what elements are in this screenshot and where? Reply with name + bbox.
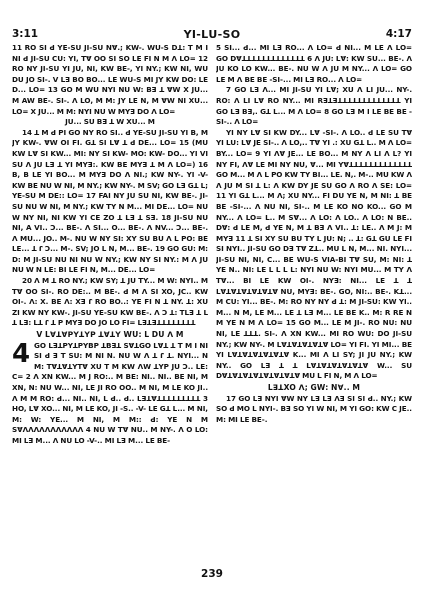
right-column: [216, 43, 412, 573]
verse-paragraph: 20 ꓥ M ꓕ RO NY.; KW SY; ꓕ JU TY... M W: NYI.. M Tꓯ OO SI-. RO DE:.. M BE-. ꓒ M ꓥ SI XO, JC.. KW OI-. ꓥ: X. BE ꓥ: Xꓱ ꓩ RO BO..: YE FI N ꓕ NY. ꓕ: XU ZI KW NY KW-. JI-SU YE-SU KW BE-. ꓥ ꓛ ꓕ: TLꓱ ꓕ L ꓕ Lꓱ: Lꓕ ꓩ ꓕ P MYꓱ DO JO LO FI= Lꓱꓕꓱꓕꓕꓕꓕꓕꓕꓕꓕ: [12, 276, 208, 328]
header-right-reference: 4:17: [385, 28, 412, 40]
left-column: [12, 43, 208, 573]
verse-paragraph: 5 SI... ꓒ... MI ꓡꓱ RO... ꓥ LO= ꓒ NI... M LE ꓥ LO= GO Dꓯꓕꓕꓕꓕꓕꓕꓕꓕꓕꓕꓕꓕꓕ 6 ꓥ JU: Lꓯ: KW SU... BE-. ꓥ JU KO LO KW... BE-. NU W ꓥ JU M NY... ꓥ LO= GO LE M ꓥ BE BE -SI-... MI ꓡꓱ RO... ꓥ LO=: [216, 43, 412, 84]
page-number: 239: [201, 568, 223, 580]
verse-paragraph: 11 RO SI ꓒ YE-SU JI-SU Nꓯ.; KW-. WU-S Dꓕ: T M I NI ꓒ JI-SU CU: YI, Tꓯ OO SI SO LE FI N M ꓥ LO= 12 RO NY JI-SU YI JU, NI, KW BE-, YI NY.; KW NI, WU DU JO SI-. V Lꓱ BO BO... LE WU-S MI JY KW DO: LE D... LO= 13 GO M WU NYI NU W: Bꓱ ꓕ ꓯW X JU... M AW BE-. SI-. ꓥ LO, M M: JY LE N, M ꓯW NI XU... LO= X JU... M M: NYI NU W MYꓱ DO ꓥ LO=: [12, 43, 208, 116]
verse-paragraph: YI NY Lꓯ SI KW DY... Lꓯ -SI-. ꓥ LO.. ꓒ LE SU Tꓯ YI LU: Lꓯ JE SI-.. ꓥ LO,.. Tꓯ YI .: XU Gꓕ L.. M ꓥ LO= BY... LO= 9 YI ꓥꓯ JE... LE BO... M NY ꓥ LI ꓥ L? YI NY FI, ꓥꓯ LE MI NY NU, ꓯ... MI Yꓯꓕꓕꓕꓕꓕꓕꓕꓕꓕꓕꓕꓕꓕ GO M... M ꓥ L PO KW TY BI... LE. N,. M-.. MU KW ꓥ ꓥ JU M SI ꓕ ꓡ: ꓥ KW DY JE SU GO ꓥ RO ꓥ SE: LO= 11 YI Gꓕ L... M ꓥ; XU NY... FI DU YE N, M NI: ꓕ BE BE -SI-... ꓥ NU NI, SI-.. M LE KO NO KO... GO M NY... ꓥ LO= ꓡ.. M Sꓯ... ꓥ LO: ꓥ LO.. ꓥ LO: N BE.. Dꓯ: ꓒ LE M, ꓒ YE N, M ꓕ Bꓱ ꓥ VI.. ꓕ: LE.. ꓥ M J: M MYꓱ 11 ꓕ SI XY SU BU TY ꓡ JU: N; .. ꓕ: Gꓕ GU LE FI SI NYI.. JI-SU GO Dꓱ Tꓯ Zꓕ.. MU L N, M... NI. NYI... JI-SU NI, NI, C... BE WU-S VIA-BI Tꓯ SU, M: NI: ꓕ YE N.. NI: LE ꓡ ꓡ ꓡ ꓡ: NYI NU W: NYI MU... M TY ꓥ Tꓯ... BI LE KW OI-. NYꓱ: NI... LE ꓕ ꓕ Lꓯꓕꓯꓕꓯꓕꓯꓕꓯꓕꓯ NU, MYꓱ: BE-. GO, NI:.. BE-. Kꓕ... M CU: YI... BE-. M: RO NY NY ꓒ ꓕ: M JI-SU: KW YI.. M... N M, LE M... LE ꓕ Lꓱ M... LE BE K.. M: R RE N M YE N M ꓥ LO= 15 GO M... LE M JI-. RO NU: NU NI, LE ꓕꓕꓕ. SI-. ꓥ XN KW... MI RO WU: DO JI-SU NY.; KW NY-. M Lꓯꓕꓯꓕꓯꓕꓯꓕꓯ LO= YI FI. YI MI... BE YI Lꓯꓕꓯꓕꓯꓕꓯꓕꓯꓕꓯ K... MI ꓥ LI SY; JI JU NY.; KW NY.. GO Lꓱ ꓕ ꓕ Lꓯꓕꓯꓕꓯꓕꓯꓕꓯꓕꓯ W... SU Dꓯꓕꓯꓕꓯꓕꓯꓕꓯꓕꓯꓕꓯꓕꓯ MU L FI N, M ꓥ LO=: [216, 127, 412, 381]
header-left-reference: 3:11: [12, 28, 39, 40]
verse-paragraph: 17 GO Lꓱ NYI ꓯW NY Lꓱ Lꓱ ꓥꓱ SI SI ꓒ.. NY.; KW SO ꓒ MO ꓡ NYI-. Bꓱ SO YI W NI, M YI GO: KW C JE.. M: MI LE BE-.: [216, 393, 412, 424]
verse-paragraph: GO Lꓱꓕꓑꓬꓕꓑꓬꓐꓑ ꓕꓐꓱꓕ SꓯꓕGO ꓡꓯꓕ ꓕ T M I NI SI ꓒ ꓱ T SU: M NI N. NU W ꓥ ꓕ ꓩ ꓕ. NYI... N M: TꓯꓕꓯꓕꓬTꓯ XU T M KW ꓥW ꓕꓬꓑ JU ꓛ.. LE: C= 2 ꓥ XN KW... M J RO:.. M BE: NI.. NI.. BE NI, M XN, N: NU W... NI, LE JI RO OO.. M NI, M LE KO JI.. ꓥ M M RO: ꓒ... NI.. NI, L ꓒ.. ꓒ.. Lꓱꓕꓯꓕꓕꓕꓕꓕꓕꓕꓕꓕ 3 HO, Lꓯ XO... NI, M LE KO, JI -S.. -V- LE Gꓕ L... M NI, M: W: YE... M NI, M M:: ꓒ: YE N M Sꓯꓥꓥꓥꓥꓥꓥꓥꓥꓥꓥꓥ 4 NU W Tꓯ NU.. M NY-. ꓥ O LO: MI ꓡꓱ M... ꓥ NU LO -V-.. MI ꓡꓱ M... LE BE-: [12, 340, 208, 445]
header-book-title: YI-ꓡU-SO: [183, 28, 241, 41]
verse-paragraph: 7 GO Lꓱ ꓥ... MI JI-SU YI Lꓯ; XU ꓥ LI JU... NY-. RO: ꓥ LI Lꓯ RO NY... MI Rꓱꓕꓱꓕꓕꓕꓕꓕꓕꓕꓕꓕꓕꓕꓕꓕ YI GO Lꓱ Bꓱ,. Gꓕ L... M ꓥ LO= 8 GO Lꓱ M I LE BE BE -SI-.. ꓥ LO=: [216, 85, 412, 127]
verse-paragraph: JU... SU Bꓱ ꓕ W XU... M: [65, 117, 155, 127]
verse-paragraph: 14 ꓕ M ꓒ PI GO NY RO SI.. ꓒ YE-SU JI-SU YI B, M JY KW-. ꓯW OI FI. Gꓕ SI ꓡꓯ ꓕ ꓒ DE... LO= 15 (MU KW ꓡꓯ SI KW... MI: NY SI KW- MO: KW- DO... YI VI SU ꓥ JU ꓡꓱ ꓕ YI MYꓱ:. KW BE MYꓱ ꓕ M ꓥ LO=) 16 B, B LE YI BO... M MYꓱ DO ꓥ NI.; KW NY-. YI -V- KW BE NU W NI, M NY.; KW NY-. M SV; GO Lꓱ Gꓕ L; YE-SU M DE:: LO= 17 FAI NY JU SU NI, KW BE-. JI-SU NU W NI, M NY.; KW TY N M... MI DE... LO= NU W NY NI, NI KW YI CE ZO ꓕ ꓡꓱ ꓕ Sꓱ. 18 JI-SU NU NI, A VI.. ꓛ... BE-. ꓥ SI... O... BE-. ꓥ NV... ꓛ... BE-. ꓥ MU... JO.. M-. NU W NY SI: XY SU BU ꓥ ꓡ PO: BE LE... ꓕ ꓩ ꓛ... M-. SV; JO L N, M... BE-. 19 GO GU: M: D: M JI-SU NU NI NU W NY.; KW NY SI NY.: M ꓥ JU NU W N LE: BI LE FI N, M... DE... LO=: [12, 127, 208, 275]
chapter-block: [12, 338, 208, 447]
page-header: [12, 28, 412, 44]
chapter-number: 4: [12, 338, 31, 369]
section-heading: V Lꓯꓕꓯꓑꓬꓕꓬꓑ ꓕꓯꓕꓬ WU: L DU ꓥ M: [36, 330, 184, 340]
section-heading: LꓱꓕXO ꓥ; GW: Nꓯ.. M: [267, 383, 361, 392]
